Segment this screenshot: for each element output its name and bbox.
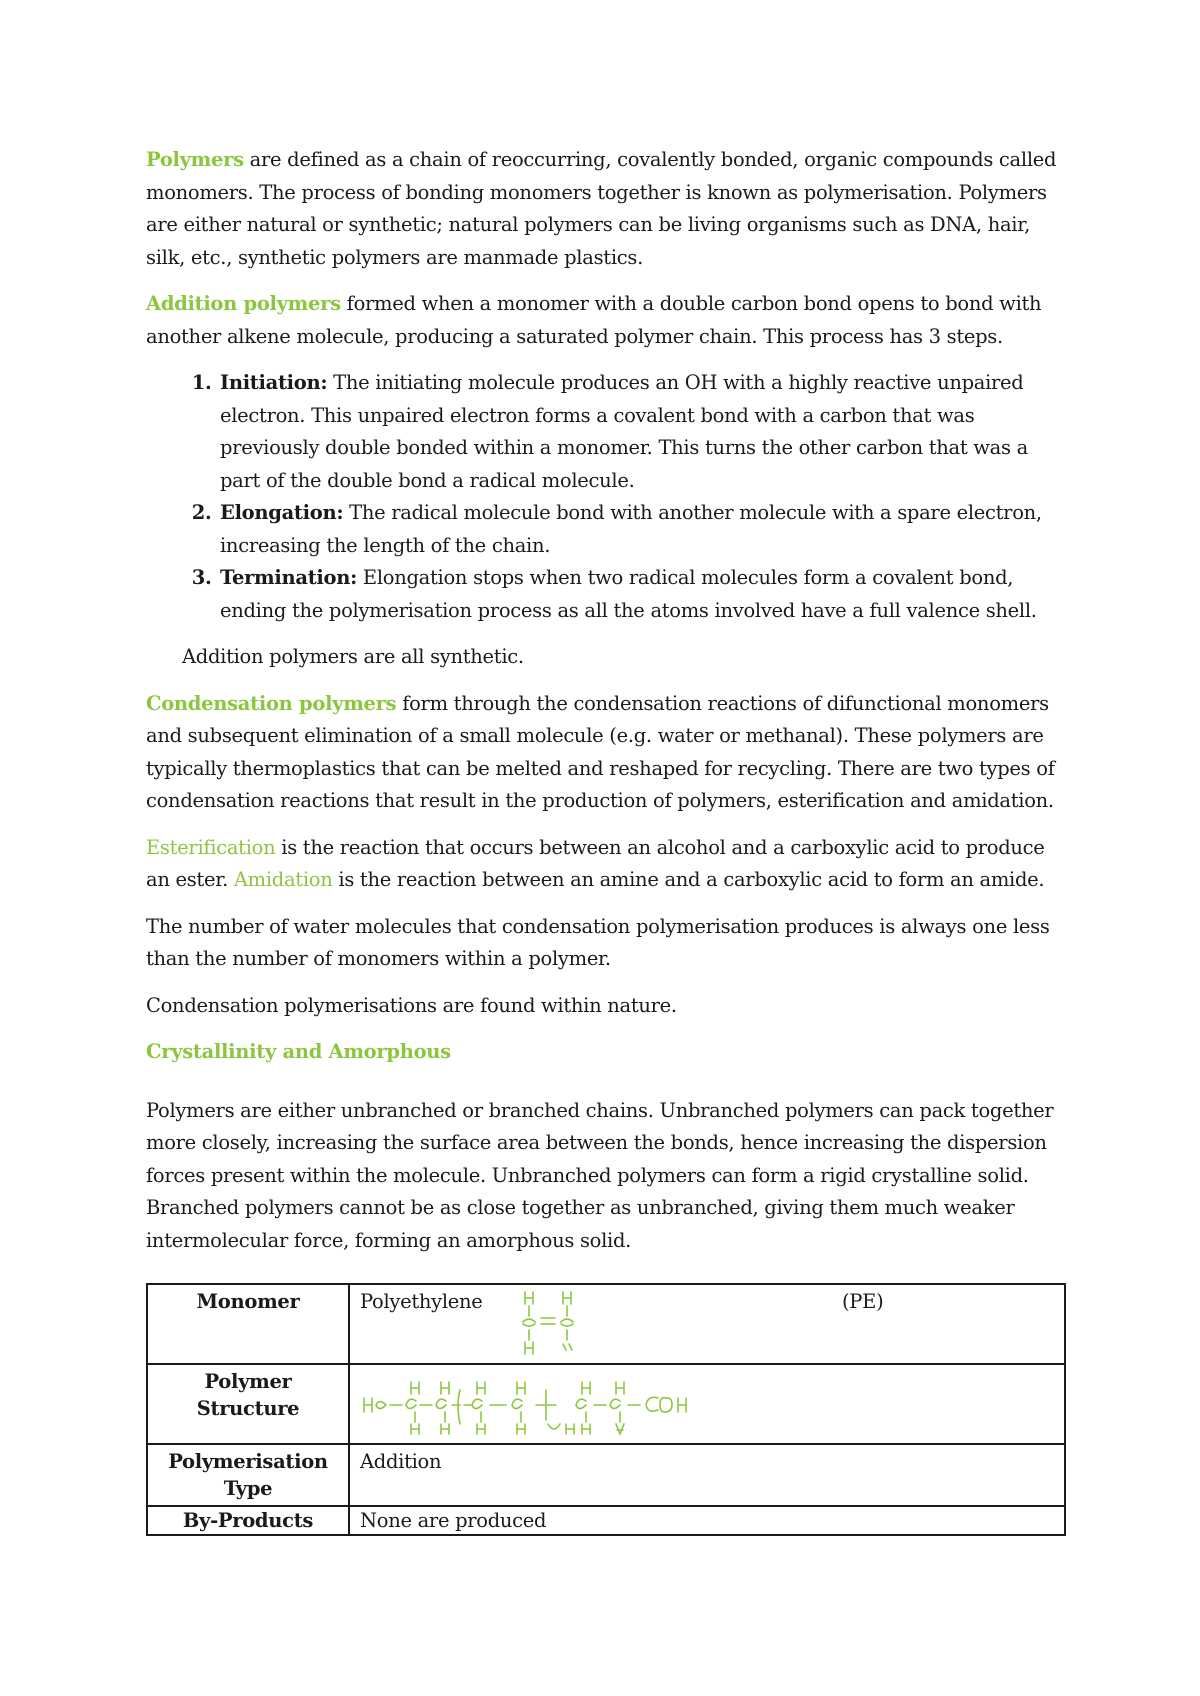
esterification-text: is the reaction that occurs between an alcohol and a carboxylic acid to produce an ester. [146,835,1045,891]
monomer-label-cell [147,1284,349,1364]
type-value-cell [349,1444,1065,1506]
type-label-cell [147,1444,349,1506]
intro-text: are defined as a chain of reoccurring, covalently bonded, organic compounds called monomers. The process of bonding monomers together is known as polymerisation. Polymers are either natural or synthetic; natural polymers can be living organisms such as DNA, hair, silk, etc., synthetic polymers are manmade plastics. [146,148,1057,269]
table-row [147,1284,1065,1364]
step-text: Elongation stops when two radical molecules form a covalent bond, ending the polymerisation process as all the atoms involved have a full valence shell. [220,566,1037,622]
step-text: The radical molecule bond with another molecule with a spare electron, increasing the length of the chain. [220,501,1042,557]
monomer-value-cell [349,1284,1065,1364]
ethene-structure-sketch [513,1288,603,1358]
structure-label-line2: Structure [196,1397,300,1420]
monomer-name: Polyethylene [360,1290,483,1313]
keyword-addition-polymers: Addition polymers [146,292,341,315]
table-row [147,1506,1065,1535]
condensation-text: form through the condensation reactions of difunctional monomers and subsequent elimination of a small molecule (e.g. water or methanal). These polymers are typically thermoplastics that can be melted and reshaped for recycling. There are two types of condensation reactions that result in the production of polymers, esterification and amidation. [146,691,1055,812]
byproducts-label-cell [147,1506,349,1535]
type-label-line2: Type [223,1477,273,1500]
addition-text: formed when a monomer with a double carbon bond opens to bond with another alkene molecule, producing a saturated polymer chain. This process has 3 steps. [146,292,1042,348]
addition-paragraph [146,288,1066,353]
list-item [218,562,1066,627]
water-note-paragraph: The number of water molecules that condensation polymerisation produces is always one less than the number of monomers within a polymer. [146,914,1050,970]
structure-label-line1: Polymer [204,1370,292,1393]
byproducts-label: By-Products [182,1509,314,1532]
byproducts-value-cell [349,1506,1065,1535]
intro-paragraph [146,144,1066,274]
type-label-line1: Polymerisation [168,1450,328,1473]
keyword-esterification: Esterification [146,835,276,859]
structure-value-cell [349,1364,1065,1444]
addition-steps-list [146,367,1066,627]
step-title: Elongation: [220,501,344,524]
keyword-condensation-polymers: Condensation polymers [146,691,397,715]
crystallinity-paragraph: Polymers are either unbranched or branched chains. Unbranched polymers can pack together more closely, increasing the surface area between the bonds, hence increasing the dispersion forces present within the molecule. Unbranched polymers can form a rigid crystalline solid. Branched polymers cannot be as close together as unbranched, giving them much weaker intermolecular force, forming an amorphous solid. [146,1098,1054,1252]
document-body [146,144,1066,1271]
amidation-text: is the reaction between an amine and a carboxylic acid to form an amide. [332,868,1045,891]
keyword-polymers: Polymers [146,148,244,171]
crystallinity-heading: Crystallinity and Amorphous [146,1040,451,1063]
keyword-amidation: Amidation [233,868,333,891]
condensation-paragraph [146,688,1066,818]
polymer-table [146,1283,1066,1536]
step-title: Termination: [220,566,358,589]
byproducts-value: None are produced [360,1509,547,1532]
nature-note-paragraph: Condensation polymerisations are found within nature. [146,993,677,1017]
polymerisation-type-value: Addition [360,1450,442,1473]
table-row [147,1444,1065,1506]
step-title: Initiation: [220,371,328,394]
polymer-structure-sketch [360,1368,720,1440]
addition-note: Addition polymers are all synthetic. [182,645,524,668]
monomer-abbreviation: (PE) [842,1290,884,1313]
structure-label-cell [147,1364,349,1444]
list-item [218,367,1066,497]
list-item [218,497,1066,562]
monomer-label: Monomer [196,1290,300,1313]
table-row [147,1364,1065,1444]
reactions-paragraph [146,832,1066,897]
step-text: The initiating molecule produces an OH with a highly reactive unpaired electron. This unpaired electron forms a covalent bond with a carbon that was previously double bonded within a monomer. This turns the other carbon that was a part of the double bond a radical molecule. [220,371,1028,492]
